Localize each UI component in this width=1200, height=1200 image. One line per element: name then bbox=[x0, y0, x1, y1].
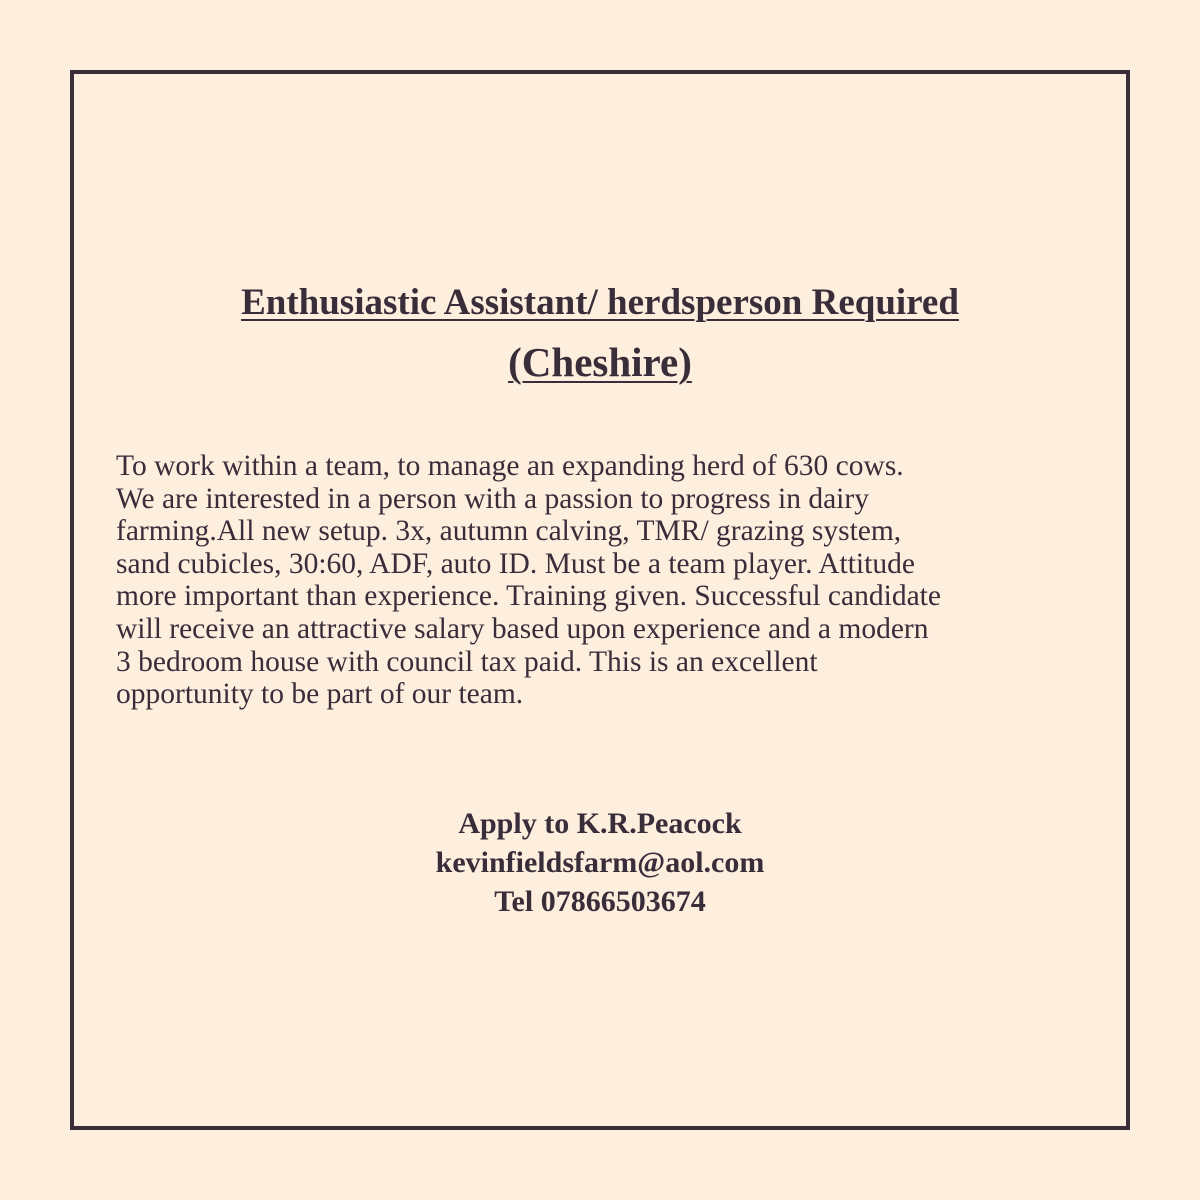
description-line: will receive an attractive salary based upon experience and a modern bbox=[116, 612, 929, 645]
apply-to-name: Apply to K.R.Peacock bbox=[458, 807, 742, 840]
advert-frame bbox=[70, 70, 1130, 1130]
description-line: sand cubicles, 30:60, ADF, auto ID. Must be a team player. Attitude bbox=[116, 547, 915, 580]
job-location: (Cheshire) bbox=[508, 339, 692, 385]
description-line: farming.All new setup. 3x, autumn calving, TMR/ grazing system, bbox=[116, 515, 902, 548]
description-line: more important than experience. Training given. Successful candidate bbox=[116, 580, 941, 613]
description-line: To work within a team, to manage an expanding herd of 630 cows. bbox=[116, 450, 904, 482]
contact-phone: Tel 07866503674 bbox=[494, 885, 706, 918]
description-line: opportunity to be part of our team. bbox=[116, 678, 524, 711]
contact-email: kevinfieldsfarm@aol.com bbox=[435, 846, 765, 879]
description-line: 3 bedroom house with council tax paid. This is an excellent bbox=[116, 645, 818, 678]
job-title: Enthusiastic Assistant/ herdsperson Required bbox=[241, 282, 959, 323]
contact-block bbox=[74, 804, 1126, 921]
job-description bbox=[116, 450, 1106, 711]
description-line: We are interested in a person with a passion to progress in dairy bbox=[116, 482, 869, 515]
